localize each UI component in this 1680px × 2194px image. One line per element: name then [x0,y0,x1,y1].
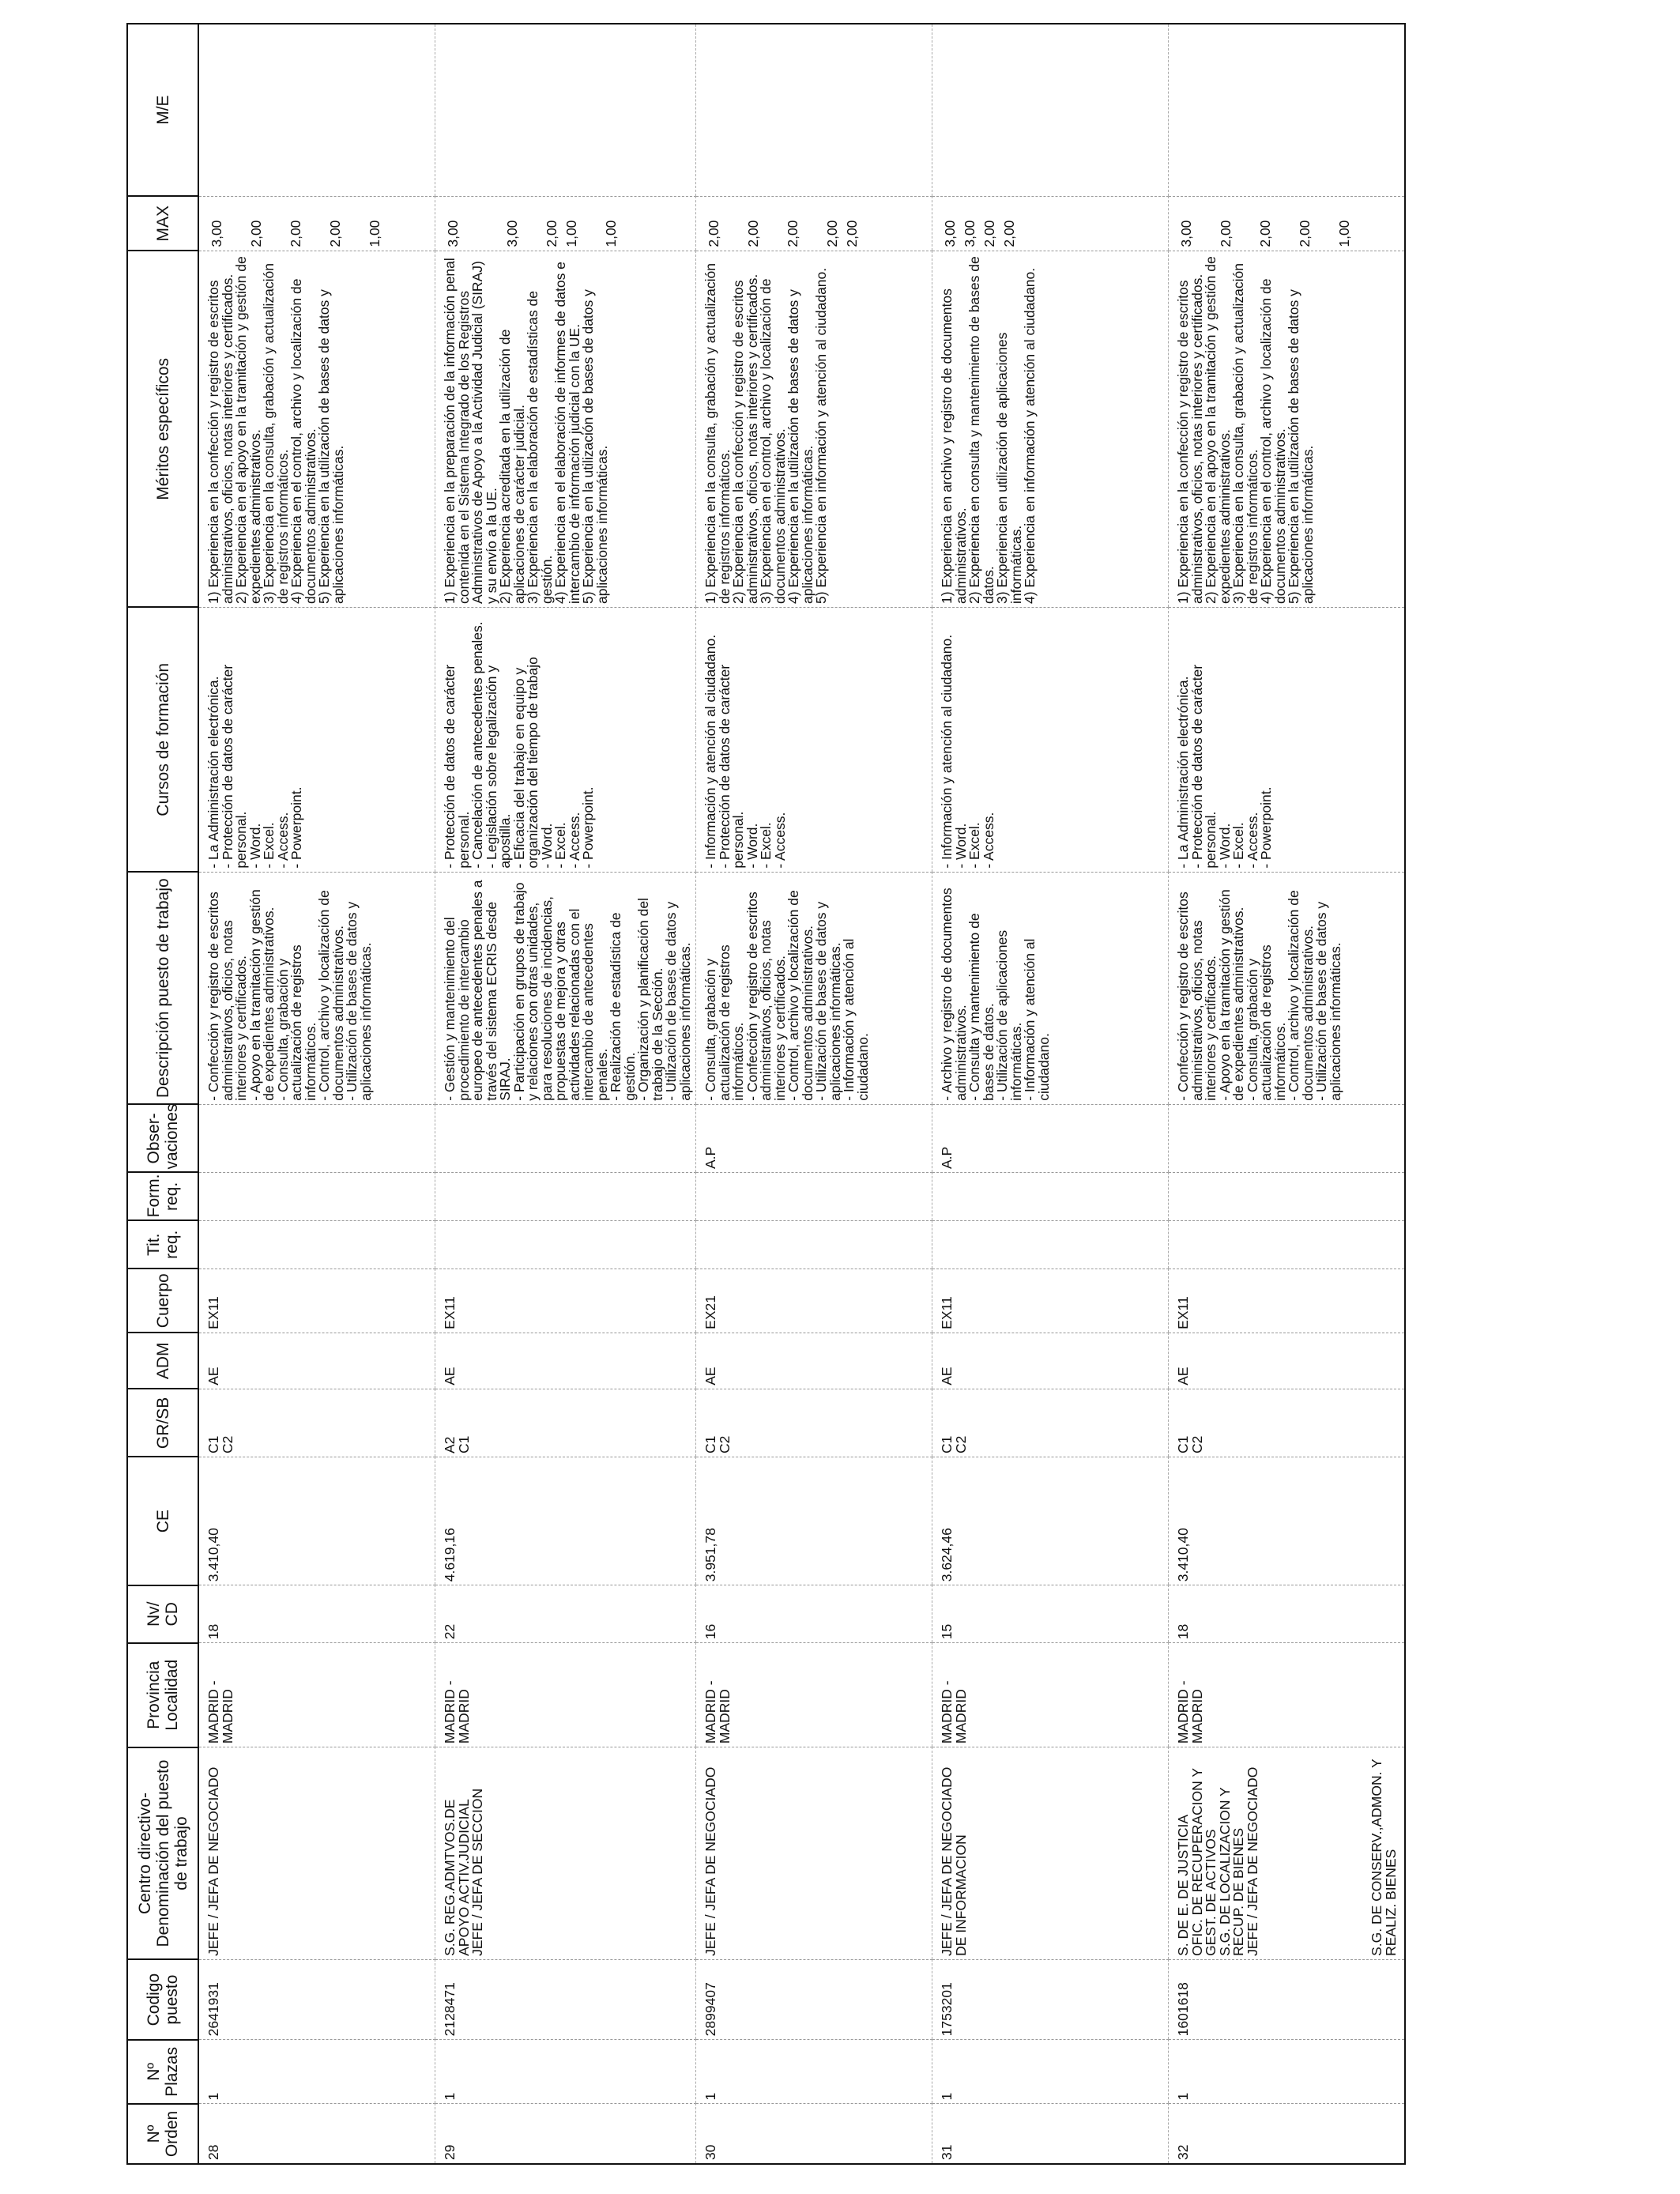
header-cuerpo: Cuerpo [127,1269,198,1333]
footer-unit: S.G. DE CONSERV.,ADMON. Y REALIZ. BIENES [1369,1759,1399,1956]
cell-puesto: JEFE / JEFA DE NEGOCIADO [205,1766,221,1956]
cell-plazas: 1 [435,2040,696,2104]
cell-max: 3,00 3,00 2,00 2,00 [932,196,1169,251]
header-observaciones: Obser- vaciones [127,1104,198,1172]
cell-meritos: 1) Experiencia en la confección y registro de escritos administrativos, oficios, notas interiores y certificados. 2) Experiencia en el apoyo en la tramitación y gestión de expedientes administrativos. 3) Experiencia en la consulta, grabación y actualización de registros informáticos. 4) Experiencia en el control, archivo y localización de documentos administrativos. 5) Experiencia en la utilización de bases de datos y aplicaciones informáticas. [1169,251,1406,607]
cell-titulacion [1169,1220,1406,1269]
cell-max: 2,00 2,00 2,00 2,00 2,00 [696,196,932,251]
cell-observaciones [198,1104,435,1172]
cell-nivel: 18 [1169,1585,1406,1643]
table-row [1169,24,1406,2164]
cell-descripcion: - Confección y registro de escritos administrativos, oficios, notas interiores y certificados. - Apoyo en la tramitación y gestión de expedientes administrativos. - Consulta, grabación y actualización de registros informáticos. - Control, archivo y localización de documentos administrativos. - Utilización de bases de datos y aplicaciones informáticas. [198,872,435,1104]
cell-provincia: MADRID - MADRID [435,1643,696,1747]
cell-me [932,24,1169,196]
header-max: MAX [127,196,198,251]
cell-me [198,24,435,196]
header-grupo: GR/SB [127,1389,198,1457]
cell-adm: AE [932,1333,1169,1389]
cell-meritos: 1) Experiencia en la confección y registro de escritos administrativos, oficios, notas interiores y certificados. 2) Experiencia en el apoyo en la tramitación y gestión de expedientes administrativos. 3) Experiencia en la consulta, grabación y actualización de registros informáticos. 4) Experiencia en el control, archivo y localización de documentos administrativos. 5) Experiencia en la utilización de bases de datos y aplicaciones informáticas. [198,251,435,607]
cell-ce: 3.951,78 [696,1457,932,1585]
cell-me [1169,24,1406,196]
header-ce: CE [127,1457,198,1585]
cell-descripcion: - Confección y registro de escritos administrativos, oficios, notas interiores y certificados. - Apoyo en la tramitación y gestión de expedientes administrativos. - Consulta, grabación y actualización de registros informáticos. - Control, archivo y localización de documentos administrativos. - Utilización de bases de datos y aplicaciones informáticas. [1169,872,1406,1104]
table-row [198,24,435,2164]
cell-nivel: 22 [435,1585,696,1643]
cell-puesto: JEFE / JEFA DE NEGOCIADO [703,1766,718,1956]
header-nivel: Nv/ CD [127,1585,198,1643]
cell-titulacion [932,1220,1169,1269]
cell-plazas: 1 [198,2040,435,2104]
cell-formacion [435,1173,696,1221]
cell-cuerpo: EX11 [932,1269,1169,1333]
cell-titulacion [696,1220,932,1269]
header-row [127,24,198,2164]
cell-grupo: C1 C2 [198,1389,435,1457]
cell-max: 3,00 2,00 2,00 2,00 1,00 [198,196,435,251]
cell-puesto: JEFE / JEFA DE NEGOCIADO [1244,1766,1260,1956]
cell-grupo: A2 C1 [435,1389,696,1457]
cell-puesto: JEFE / JEFA DE NEGOCIADO DE INFORMACION [939,1766,969,1956]
cell-cursos: - La Administración electrónica. - Protección de datos de carácter personal. - Word. - Excel. - Access. - Powerpoint. [198,607,435,872]
cell-observaciones [435,1104,696,1172]
cell-adm: AE [435,1333,696,1389]
header-centro: Centro directivo- Denominación del puesto de trabajo [127,1747,198,1960]
cell-cursos: - La Administración electrónica. - Protección de datos de carácter personal. - Word. - Excel. - Access. - Powerpoint. [1169,607,1406,872]
cell-descripcion: - Archivo y registro de documentos administrativos. - Consulta y mantenimiento de bases de datos. - Utilización de aplicaciones informáticas. - Información y atención al ciudadano. [932,872,1169,1104]
cell-cuerpo: EX21 [696,1269,932,1333]
cell-grupo: C1 C2 [696,1389,932,1457]
rotated-table-page [126,23,1609,2165]
cell-cursos: - Protección de datos de carácter personal. - Cancelación de antecedentes penales. - Legislación sobre legalización y apostilla. - Eficacia del trabajo en equipo y organización del tiempo de trabajo - Word. - Excel. - Access. - Powerpoint. [435,607,696,872]
cell-centro [435,1747,696,1960]
table-row [435,24,696,2164]
cell-orden: 30 [696,2104,932,2164]
cell-ce: 3.624,46 [932,1457,1169,1585]
cell-max: 3,00 2,00 2,00 2,00 1,00 [1169,196,1406,251]
cell-cuerpo: EX11 [435,1269,696,1333]
cell-provincia: MADRID - MADRID [696,1643,932,1747]
cell-puesto: JEFE / JEFA DE SECCION [469,1788,485,1956]
header-adm: ADM [127,1333,198,1389]
header-orden: Nº Orden [127,2104,198,2164]
cell-grupo: C1 C2 [932,1389,1169,1457]
cell-unidad: S.G. REG.ADMTVOS.DE APOYO ACTIV.JUDICIAL [442,1799,472,1956]
cell-centro [1169,1747,1406,1960]
cell-cursos: - Información y atención al ciudadano. - Protección de datos de carácter personal. - Word. - Excel. - Access. [696,607,932,872]
header-provincia: Provincia Localidad [127,1643,198,1747]
header-formacion: Form. req. [127,1173,198,1221]
table-row [932,24,1169,2164]
header-codigo: Codigo puesto [127,1959,198,2039]
cell-provincia: MADRID - MADRID [1169,1643,1406,1747]
header-me: M/E [127,24,198,196]
cell-cuerpo: EX11 [198,1269,435,1333]
cell-provincia: MADRID - MADRID [932,1643,1169,1747]
cell-ce: 4.619,16 [435,1457,696,1585]
cell-meritos: 1) Experiencia en archivo y registro de documentos administrativos. 2) Experiencia en consulta y mantenimiento de bases de datos. 3) Experiencia en utilización de aplicaciones informáticas. 4) Experiencia en información y atención al ciudadano. [932,251,1169,607]
cell-nivel: 18 [198,1585,435,1643]
cell-plazas: 1 [932,2040,1169,2104]
cell-centro [696,1747,932,1960]
cell-formacion [696,1173,932,1221]
cell-codigo: 2899407 [696,1959,932,2039]
cell-orden: 32 [1169,2104,1406,2164]
header-meritos: Méritos específicos [127,251,198,607]
cell-meritos: 1) Experiencia en la preparación de la información penal contenida en el Sistema Integrado de los Registros Administrativos de Apoyo a la Actividad Judicial (SIRAJ) y su envío a la UE. 2) Experiencia acreditada en la utilización de aplicaciones de carácter judicial. 3) Experiencia en la elaboración de estadísticas de gestión. 4) Experiencia en el elaboración de informes de datos e intercambio de información judicial con la UE. 5) Experiencia en la utilización de bases de datos y aplicaciones informáticas. [435,251,696,607]
cell-provincia: MADRID - MADRID [198,1643,435,1747]
cell-orden: 28 [198,2104,435,2164]
cell-descripcion: - Consulta, grabación y actualización de registros informáticos. - Confección y registro de escritos administrativos, oficios, notas interiores y certificados. - Control, archivo y localización de documentos administrativos. - Utilización de bases de datos y aplicaciones informáticas. - Información y atención al ciudadano. [696,872,932,1104]
cell-adm: AE [198,1333,435,1389]
cell-observaciones: A.P [932,1104,1169,1172]
cell-centro [198,1747,435,1960]
cell-orden: 29 [435,2104,696,2164]
cell-unidad: S. DE E. DE JUSTICIA OFIC. DE RECUPERACION Y GEST. DE ACTIVOS S.G. DE LOCALIZACION Y RECUP. DE BIENES [1175,1768,1246,1956]
cell-cuerpo: EX11 [1169,1269,1406,1333]
cell-centro [932,1747,1169,1960]
cell-formacion [1169,1173,1406,1221]
vacancy-table [126,23,1406,2165]
table-row [696,24,932,2164]
cell-titulacion [198,1220,435,1269]
cell-ce: 3.410,40 [198,1457,435,1585]
cell-descripcion: - Gestión y mantenimiento del procedimiento de intercambio europeo de antecedentes penales a través del sistema ECRIS desde SIRAJ. - Participación en grupos de trabajo y relaciones con otras unidades, para resoluciones de incidencias, propuestas de mejora y otras actividades relacionadas con el intercambio de antecedentes penales. - Realización de estadística de gestión. - Organización y planificación del trabajo de la Sección. - Utilización de bases de datos y aplicaciones informáticas. [435,872,696,1104]
cell-codigo: 2128471 [435,1959,696,2039]
header-titulacion: Tit. req. [127,1220,198,1269]
cell-codigo: 1601618 [1169,1959,1406,2039]
cell-nivel: 15 [932,1585,1169,1643]
cell-titulacion [435,1220,696,1269]
header-cursos: Cursos de formación [127,607,198,872]
cell-me [696,24,932,196]
cell-orden: 31 [932,2104,1169,2164]
cell-observaciones [1169,1104,1406,1172]
header-plazas: Nº Plazas [127,2040,198,2104]
cell-formacion [932,1173,1169,1221]
cell-me [435,24,696,196]
cell-plazas: 1 [696,2040,932,2104]
cell-cursos: - Información y atención al ciudadano. - Word. - Excel. - Access. [932,607,1169,872]
cell-formacion [198,1173,435,1221]
cell-observaciones: A.P [696,1104,932,1172]
cell-grupo: C1 C2 [1169,1389,1406,1457]
cell-meritos: 1) Experiencia en la consulta, grabación y actualización de registros informáticos. 2) Experiencia en la confección y registro de escritos administrativos, oficios, notas interiores y certificados. 3) Experiencia en el control, archivo y localización de documentos administrativos. 4) Experiencia en la utilización de bases de datos y aplicaciones informáticas. 5) Experiencia en información y atención al ciudadano. [696,251,932,607]
cell-adm: AE [1169,1333,1406,1389]
cell-adm: AE [696,1333,932,1389]
header-descripcion: Descripción puesto de trabajo [127,872,198,1104]
cell-max: 3,00 3,00 2,00 1,00 1,00 [435,196,696,251]
cell-nivel: 16 [696,1585,932,1643]
cell-ce: 3.410,40 [1169,1457,1406,1585]
cell-plazas: 1 [1169,2040,1406,2104]
cell-codigo: 2641931 [198,1959,435,2039]
cell-codigo: 1753201 [932,1959,1169,2039]
